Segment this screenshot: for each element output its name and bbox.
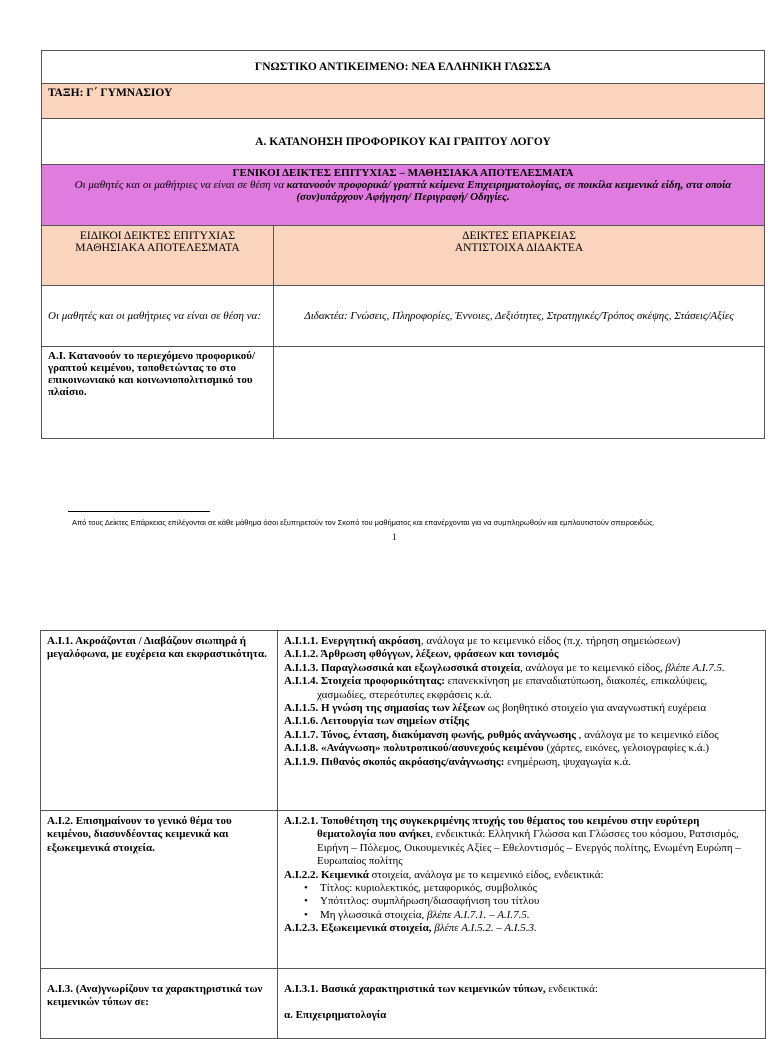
page1-table: [41, 50, 765, 439]
item-italic: βλέπε Α.Ι.7.5.: [665, 661, 725, 674]
item-text: , ανάλογα με το κειμενικό είδος: [578, 728, 719, 741]
item-bold: Κειμενικά: [318, 868, 369, 881]
item-text: επανεκκίνηση με επαναδιατύπωση, διακοπές, επικαλύψεις, χασμωδίες, στερεότυπες εκφράσεις κ.ά.: [317, 675, 708, 701]
item-bold: Εξωκειμενικά στοιχεία,: [318, 922, 432, 935]
class-heading: ΤΑΞΗ: Γ΄ ΓΥΜΝΑΣΙΟΥ: [42, 84, 765, 119]
list-item: [284, 983, 759, 996]
page-number: 1: [392, 532, 397, 542]
item-text: ως βοηθητικό στοιχείο για αναγνωστική ευχέρεια: [485, 702, 707, 715]
list-item: [284, 715, 759, 728]
item-italic: βλέπε Α.Ι.5.2. – Α.Ι.5.3.: [431, 922, 537, 935]
general-indicators-text-bold: κατανοούν προφορικά/ γραπτά κείμενα Επιχειρηματολογίας, σε ποικίλα κειμενικά είδη, στα οποία (συν)υπάρχουν Αφήγηση/ Περιγραφή/ Οδηγίες.: [286, 179, 732, 203]
list-item: [284, 922, 759, 935]
subject-heading: ΓΝΩΣΤΙΚΟ ΑΝΤΙΚΕΙΜΕΝΟ: ΝΕΑ ΕΛΛΗΝΙΚΗ ΓΛΩΣΣΑ: [42, 51, 765, 84]
footnote-text: Από τους Δείκτες Επάρκειας επιλέγονται σε κάθε μάθημα όσοι εξυπηρετούν τον Σκοπό του μαθήματος και επανέρχονται για να συμπληρωθούν και εμπλουτιστούν σπειροειδώς.: [72, 518, 655, 527]
bullet-text: Μη γλωσσικά στοιχεία,: [320, 908, 428, 921]
general-indicators-title: ΓΕΝΙΚΟΙ ΔΕΙΚΤΕΣ ΕΠΙΤΥΧΙΑΣ – ΜΑΘΗΣΙΑΚΑ ΑΠΟΤΕΛΕΣΜΑΤΑ: [232, 167, 574, 179]
list-item: [284, 729, 759, 742]
objective-a1-3-items: [278, 969, 766, 1039]
item-code: Α.Ι.1.6.: [284, 715, 319, 728]
adequacy-indicators-header-line2: ΑΝΤΙΣΤΟΙΧΑ ΔΙΔΑΚΤΕΑ: [454, 242, 584, 254]
specific-indicators-header-line2: ΜΑΘΗΣΙΑΚΑ ΑΠΟΤΕΛΕΣΜΑΤΑ: [75, 242, 240, 254]
item-code: Α.Ι.1.7.: [284, 728, 319, 741]
list-item: [284, 815, 759, 869]
item-code: Α.Ι.1.5.: [284, 702, 319, 715]
item-code: Α.Ι.1.3.: [284, 661, 319, 674]
bullet-text: Υπότιτλος: συμπλήρωση/διασαφήνιση του τίτλου: [320, 895, 540, 908]
item-bold: Τοποθέτηση της συγκεκριμένης πτυχής του θέματος του κειμένου στην ευρύτερη θεματολογία που ανήκει: [317, 815, 700, 841]
item-text: , ενδεικτικά: Ελληνική Γλώσσα και Γλώσσες του κόσμου, Ρατσισμός, Ειρήνη – Πόλεμος, Οικουμενικές Αξίες – Εθελοντισμός – Ενεργός πολίτης, Ενωμένη Ευρώπη – Ευρωπαίος πολίτης: [317, 828, 741, 868]
list-item: [284, 662, 759, 675]
item-bold: Άρθρωση φθόγγων, λέξεων, φράσεων και τονισμός: [318, 648, 559, 661]
bullet-italic: βλέπε Α.Ι.7.1. – Α.Ι.7.5.: [427, 908, 530, 921]
list-item: [284, 756, 759, 769]
item-code: Α.Ι.1.4.: [284, 675, 319, 688]
item-bold: Η γνώση της σημασίας των λέξεων: [318, 702, 486, 715]
general-indicators-text: [48, 179, 758, 203]
spacer: [284, 996, 759, 1009]
specific-indicators-header-line1: ΕΙΔΙΚΟΙ ΔΕΙΚΤΕΣ ΕΠΙΤΥΧΙΑΣ: [79, 230, 236, 242]
objective-a1-2-cell: Α.Ι.2. Επισημαίνουν το γενικό θέμα του κειμένου, διασυνδέοντας κειμενικά και εξωκειμενικά στοιχεία.: [41, 811, 278, 969]
general-indicators-cell: [42, 165, 765, 226]
footnote-rule: [68, 511, 210, 512]
item-code: Α.Ι.2.2.: [284, 868, 319, 881]
item-code: Α.Ι.1.1.: [284, 635, 319, 647]
list-item: [284, 742, 759, 755]
item-bold: Βασικά χαρακτηριστικά των κειμενικών τύπων,: [318, 983, 546, 995]
intro-right-cell: Διδακτέα: Γνώσεις, Πληροφορίες, Έννοιες, Δεξιότητες, Στρατηγικές/Τρόπος σκέψης, Στάσεις/Αξίες: [274, 286, 765, 347]
bullet-item: [284, 895, 759, 908]
item-bold: Παραγλωσσικά και εξωγλωσσικά στοιχεία: [318, 661, 521, 674]
objective-a1-cell: Α.Ι. Κατανοούν το περιεχόμενο προφορικού/γραπτού κειμένου, τοποθετώντας το στο επικοινωνιακό και κοινωνιοπολιτισμικό του πλαίσιο.: [42, 347, 274, 439]
objective-a1-1-cell: Α.Ι.1. Ακροάζονται / Διαβάζουν σιωπηρά ή μεγαλόφωνα, με ευχέρεια και εκφραστικότητα.: [41, 631, 278, 811]
item-code: Α.Ι.1.8.: [284, 742, 319, 755]
specific-indicators-header: [42, 226, 274, 286]
objective-a1-empty-cell: [274, 347, 765, 439]
bullet-item: [284, 882, 759, 895]
item-code: Α.Ι.2.1.: [284, 815, 319, 827]
list-item: [284, 635, 759, 648]
list-item: [284, 702, 759, 715]
item-bold: Στοιχεία προφορικότητας:: [318, 675, 445, 688]
bullet-item: [284, 909, 759, 922]
general-indicators-text-plain: Οι μαθητές και οι μαθήτριες να είναι σε θέση να: [74, 179, 287, 191]
item-bold: Πιθανός σκοπός ακρόασης/ανάγνωσης:: [318, 755, 505, 768]
item-bold: Τόνος, ένταση, διακύμανση φωνής, ρυθμός ανάγνωσης: [318, 728, 579, 741]
item-text: ενδεικτικά:: [545, 983, 598, 995]
item-text: , ανάλογα με το κειμενικό είδος (π.χ. τήρηση σημειώσεων): [420, 635, 681, 647]
bullet-text: Τίτλος: κυριολεκτικός, μεταφορικός, συμβολικός: [320, 882, 537, 895]
intro-left-cell: Οι μαθητές και οι μαθήτριες να είναι σε θέση να:: [42, 286, 274, 347]
item-bold: Λειτουργία των σημείων στίξης: [318, 715, 470, 728]
item-code: Α.Ι.2.3.: [284, 922, 319, 935]
objective-a1-3-cell: Α.Ι.3. (Ανα)γνωρίζουν τα χαρακτηριστικά των κειμενικών τύπων σε:: [41, 969, 278, 1039]
item-code: Α.Ι.1.9.: [284, 755, 319, 768]
objective-a1-2-items: [278, 811, 766, 969]
item-code: Α.Ι.3.1.: [284, 983, 319, 995]
item-bold: Ενεργητική ακρόαση: [318, 635, 421, 647]
item-text: ενημέρωση, ψυχαγωγία κ.ά.: [504, 755, 631, 768]
list-item: [284, 869, 759, 882]
item-bold: «Ανάγνωση» πολυτροπικού/ασυνεχούς κειμένου: [318, 742, 544, 755]
section-heading: Α. ΚΑΤΑΝΟΗΣΗ ΠΡΟΦΟΡΙΚΟΥ ΚΑΙ ΓΡΑΠΤΟΥ ΛΟΓΟΥ: [42, 119, 765, 165]
page2-table: [40, 630, 766, 1039]
list-item: [284, 648, 759, 661]
item-text: (χάρτες, εικόνες, γελοιογραφίες κ.ά.): [543, 742, 710, 755]
item-text: στοιχεία, ανάλογα με το κειμενικό είδος, ενδεικτικά:: [368, 868, 604, 881]
argumentation-heading: α. Επιχειρηματολογία: [284, 1009, 387, 1022]
list-item: [284, 675, 759, 702]
item-code: Α.Ι.1.2.: [284, 648, 319, 661]
adequacy-indicators-header-line1: ΔΕΙΚΤΕΣ ΕΠΑΡΚΕΙΑΣ: [462, 230, 576, 242]
adequacy-indicators-header: [274, 226, 765, 286]
item-text: , ανάλογα με το κειμενικό είδος,: [520, 661, 666, 674]
objective-a1-1-items: [278, 631, 766, 811]
